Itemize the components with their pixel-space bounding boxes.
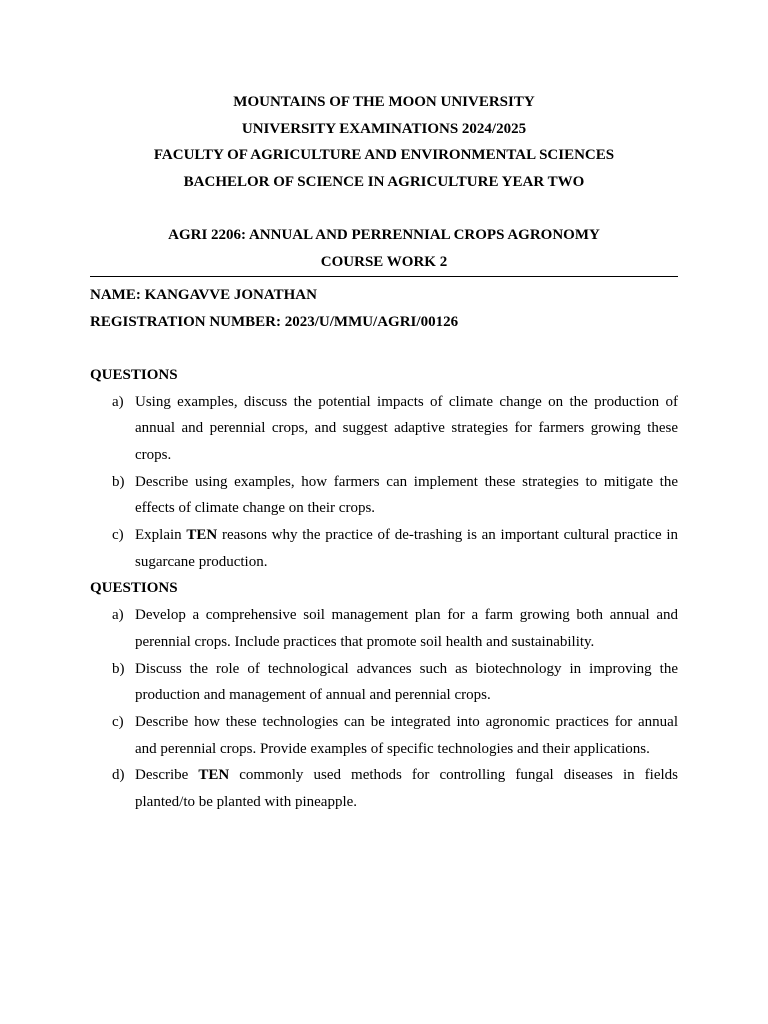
emphasis-text: TEN (186, 527, 218, 544)
question-text: Explain TEN reasons why the practice of de-trashing is an important cultural practice in sugarcane production. (135, 527, 678, 570)
document-page (90, 89, 678, 816)
question-marker: c) (112, 713, 124, 730)
question-marker: d) (112, 767, 125, 784)
header-spacer (90, 196, 678, 223)
section-heading: QUESTIONS (90, 580, 178, 597)
question-text: Using examples, discuss the potential impacts of climate change on the production of annual and perennial crops, and suggest adaptive strategies for farmers growing these crops. (135, 393, 678, 463)
question-list (90, 602, 678, 816)
university-name: MOUNTAINS OF THE MOON UNIVERSITY (233, 94, 535, 110)
question-item (90, 389, 678, 469)
question-item (90, 602, 678, 655)
info-spacer (90, 335, 678, 362)
question-item (90, 656, 678, 709)
question-text: Discuss the role of technological advances such as biotechnology in improving the production and management of annual and perennial crops. (135, 660, 678, 704)
section-heading: QUESTIONS (90, 366, 178, 383)
question-item (90, 522, 678, 575)
question-list (90, 389, 678, 576)
question-text: Develop a comprehensive soil management plan for a farm growing both annual and perennial crops. Include practices that promote soil health and sustainability. (135, 607, 678, 650)
coursework-title: COURSE WORK 2 (320, 254, 448, 271)
question-marker: a) (112, 607, 124, 624)
program-name: BACHELOR OF SCIENCE IN AGRICULTURE YEAR TWO (183, 174, 585, 191)
question-section-1 (90, 362, 678, 576)
question-marker: b) (112, 660, 125, 677)
faculty-name: FACULTY OF AGRICULTURE AND ENVIRONMENTAL SCIENCES (153, 147, 615, 164)
question-section-2 (90, 575, 678, 815)
registration-number: REGISTRATION NUMBER: 2023/U/MMU/AGRI/00126 (90, 313, 459, 330)
emphasis-text: TEN (198, 767, 230, 784)
header-divider (90, 276, 678, 277)
student-name: NAME: KANGAVVE JONATHAN (90, 286, 317, 303)
question-marker: c) (112, 527, 124, 544)
question-marker: a) (112, 393, 124, 410)
question-text: Describe using examples, how farmers can implement these strategies to mitigate the effects of climate change on their crops. (135, 473, 678, 517)
question-item (90, 762, 678, 815)
course-title: AGRI 2206: ANNUAL AND PERRENNIAL CROPS AGRONOMY (168, 227, 600, 244)
question-marker: b) (112, 473, 125, 490)
question-text: Describe how these technologies can be integrated into agronomic practices for annual and perennial crops. Provide examples of specific technologies and their applications. (135, 713, 678, 757)
exam-session: UNIVERSITY EXAMINATIONS 2024/2025 (241, 120, 527, 137)
question-item (90, 469, 678, 522)
question-text: Describe TEN commonly used methods for controlling fungal diseases in fields planted/to be planted with pineapple. (135, 767, 679, 811)
question-item (90, 709, 678, 762)
